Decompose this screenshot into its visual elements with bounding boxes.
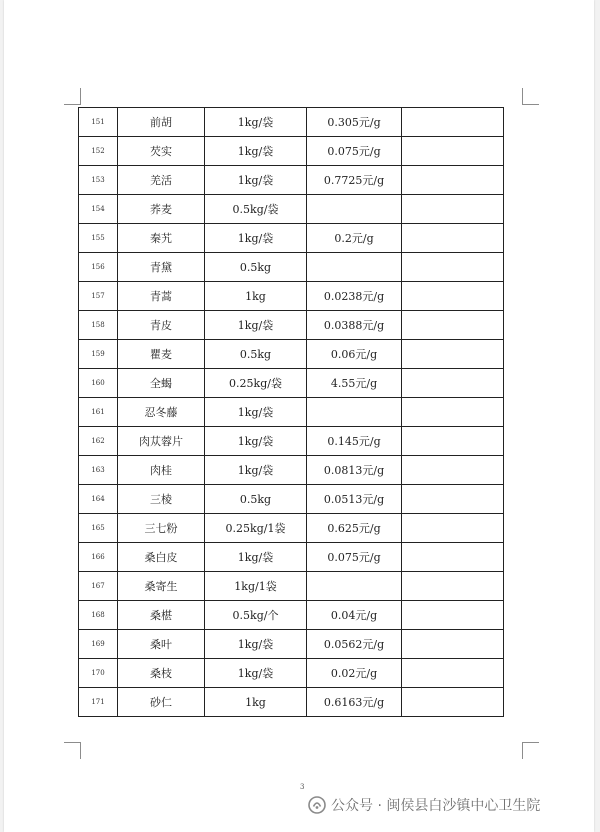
package-spec-cell: 0.5kg/个	[205, 601, 307, 630]
table-row	[79, 108, 504, 137]
medicine-name-cell: 桑枝	[118, 659, 205, 688]
note-cell	[402, 427, 504, 456]
medicine-name-cell: 秦艽	[118, 224, 205, 253]
medicine-name-cell: 忍冬藤	[118, 398, 205, 427]
unit-price-cell: 4.55元/g	[307, 369, 402, 398]
package-spec-cell: 1kg/袋	[205, 311, 307, 340]
unit-price-cell	[307, 572, 402, 601]
unit-price-cell: 0.06元/g	[307, 340, 402, 369]
note-cell	[402, 572, 504, 601]
row-number-cell: 161	[79, 398, 118, 427]
note-cell	[402, 398, 504, 427]
row-number-cell: 152	[79, 137, 118, 166]
table-row	[79, 456, 504, 485]
row-number-cell: 157	[79, 282, 118, 311]
unit-price-cell: 0.6163元/g	[307, 688, 402, 717]
note-cell	[402, 485, 504, 514]
note-cell	[402, 137, 504, 166]
row-number-cell: 153	[79, 166, 118, 195]
note-cell	[402, 340, 504, 369]
unit-price-cell: 0.625元/g	[307, 514, 402, 543]
medicine-name-cell: 桑椹	[118, 601, 205, 630]
row-number-cell: 162	[79, 427, 118, 456]
note-cell	[402, 166, 504, 195]
package-spec-cell: 0.5kg	[205, 253, 307, 282]
medicine-name-cell: 全蝎	[118, 369, 205, 398]
row-number-cell: 154	[79, 195, 118, 224]
crop-mark-bottom-right	[522, 742, 539, 759]
note-cell	[402, 630, 504, 659]
page-number: 3	[300, 783, 305, 791]
note-cell	[402, 253, 504, 282]
row-number-cell: 160	[79, 369, 118, 398]
package-spec-cell: 1kg/袋	[205, 166, 307, 195]
unit-price-cell: 0.0562元/g	[307, 630, 402, 659]
package-spec-cell: 1kg	[205, 282, 307, 311]
medicine-name-cell: 青黛	[118, 253, 205, 282]
table-row	[79, 195, 504, 224]
medicine-name-cell: 三七粉	[118, 514, 205, 543]
medicine-name-cell: 桑白皮	[118, 543, 205, 572]
package-spec-cell: 0.5kg	[205, 340, 307, 369]
note-cell	[402, 195, 504, 224]
note-cell	[402, 282, 504, 311]
package-spec-cell: 0.5kg/袋	[205, 195, 307, 224]
unit-price-cell: 0.075元/g	[307, 543, 402, 572]
unit-price-cell: 0.7725元/g	[307, 166, 402, 195]
note-cell	[402, 688, 504, 717]
watermark-text: 公众号 · 闽侯县白沙镇中心卫生院	[331, 798, 541, 814]
package-spec-cell: 1kg/袋	[205, 659, 307, 688]
unit-price-cell: 0.075元/g	[307, 137, 402, 166]
note-cell	[402, 369, 504, 398]
package-spec-cell: 1kg/袋	[205, 137, 307, 166]
note-cell	[402, 311, 504, 340]
unit-price-cell: 0.2元/g	[307, 224, 402, 253]
medicine-name-cell: 荞麦	[118, 195, 205, 224]
table-row	[79, 485, 504, 514]
row-number-cell: 167	[79, 572, 118, 601]
table-row	[79, 224, 504, 253]
row-number-cell: 159	[79, 340, 118, 369]
row-number-cell: 158	[79, 311, 118, 340]
table-row	[79, 311, 504, 340]
unit-price-cell: 0.02元/g	[307, 659, 402, 688]
crop-mark-bottom-left	[64, 742, 81, 759]
note-cell	[402, 601, 504, 630]
crop-mark-top-right	[522, 88, 539, 105]
medicine-price-table	[78, 107, 504, 717]
package-spec-cell: 1kg/1袋	[205, 572, 307, 601]
package-spec-cell: 1kg/袋	[205, 427, 307, 456]
medicine-name-cell: 三棱	[118, 485, 205, 514]
medicine-name-cell: 桑寄生	[118, 572, 205, 601]
unit-price-cell: 0.305元/g	[307, 108, 402, 137]
package-spec-cell: 1kg/袋	[205, 108, 307, 137]
package-spec-cell: 0.25kg/1袋	[205, 514, 307, 543]
unit-price-cell: 0.145元/g	[307, 427, 402, 456]
row-number-cell: 155	[79, 224, 118, 253]
unit-price-cell: 0.0813元/g	[307, 456, 402, 485]
table-row	[79, 340, 504, 369]
note-cell	[402, 108, 504, 137]
table-row	[79, 427, 504, 456]
medicine-name-cell: 砂仁	[118, 688, 205, 717]
row-number-cell: 151	[79, 108, 118, 137]
row-number-cell: 164	[79, 485, 118, 514]
medicine-name-cell: 前胡	[118, 108, 205, 137]
package-spec-cell: 1kg/袋	[205, 224, 307, 253]
row-number-cell: 165	[79, 514, 118, 543]
note-cell	[402, 543, 504, 572]
medicine-name-cell: 芡实	[118, 137, 205, 166]
table-row	[79, 659, 504, 688]
table-row	[79, 688, 504, 717]
package-spec-cell: 1kg/袋	[205, 543, 307, 572]
row-number-cell: 163	[79, 456, 118, 485]
row-number-cell: 170	[79, 659, 118, 688]
unit-price-cell	[307, 195, 402, 224]
unit-price-cell: 0.0513元/g	[307, 485, 402, 514]
row-number-cell: 166	[79, 543, 118, 572]
wechat-official-account-icon	[308, 796, 326, 814]
medicine-name-cell: 肉苁蓉片	[118, 427, 205, 456]
row-number-cell: 169	[79, 630, 118, 659]
medicine-name-cell: 青皮	[118, 311, 205, 340]
note-cell	[402, 224, 504, 253]
note-cell	[402, 659, 504, 688]
watermark	[308, 795, 540, 815]
medicine-name-cell: 羌活	[118, 166, 205, 195]
medicine-name-cell: 瞿麦	[118, 340, 205, 369]
package-spec-cell: 0.5kg	[205, 485, 307, 514]
document-page	[4, 0, 594, 832]
unit-price-cell: 0.04元/g	[307, 601, 402, 630]
table-row	[79, 369, 504, 398]
table-row	[79, 543, 504, 572]
medicine-name-cell: 青蒿	[118, 282, 205, 311]
package-spec-cell: 1kg/袋	[205, 456, 307, 485]
table-row	[79, 253, 504, 282]
unit-price-cell	[307, 398, 402, 427]
medicine-name-cell: 桑叶	[118, 630, 205, 659]
table-row	[79, 137, 504, 166]
package-spec-cell: 1kg/袋	[205, 630, 307, 659]
package-spec-cell: 1kg/袋	[205, 398, 307, 427]
row-number-cell: 156	[79, 253, 118, 282]
table-row	[79, 601, 504, 630]
table-row	[79, 282, 504, 311]
medicine-name-cell: 肉桂	[118, 456, 205, 485]
note-cell	[402, 456, 504, 485]
package-spec-cell: 1kg	[205, 688, 307, 717]
unit-price-cell	[307, 253, 402, 282]
note-cell	[402, 514, 504, 543]
table-row	[79, 166, 504, 195]
crop-mark-top-left	[64, 88, 81, 105]
table-row	[79, 398, 504, 427]
package-spec-cell: 0.25kg/袋	[205, 369, 307, 398]
unit-price-cell: 0.0388元/g	[307, 311, 402, 340]
unit-price-cell: 0.0238元/g	[307, 282, 402, 311]
table-row	[79, 514, 504, 543]
table-body	[79, 108, 504, 717]
table-row	[79, 630, 504, 659]
table-row	[79, 572, 504, 601]
row-number-cell: 168	[79, 601, 118, 630]
row-number-cell: 171	[79, 688, 118, 717]
